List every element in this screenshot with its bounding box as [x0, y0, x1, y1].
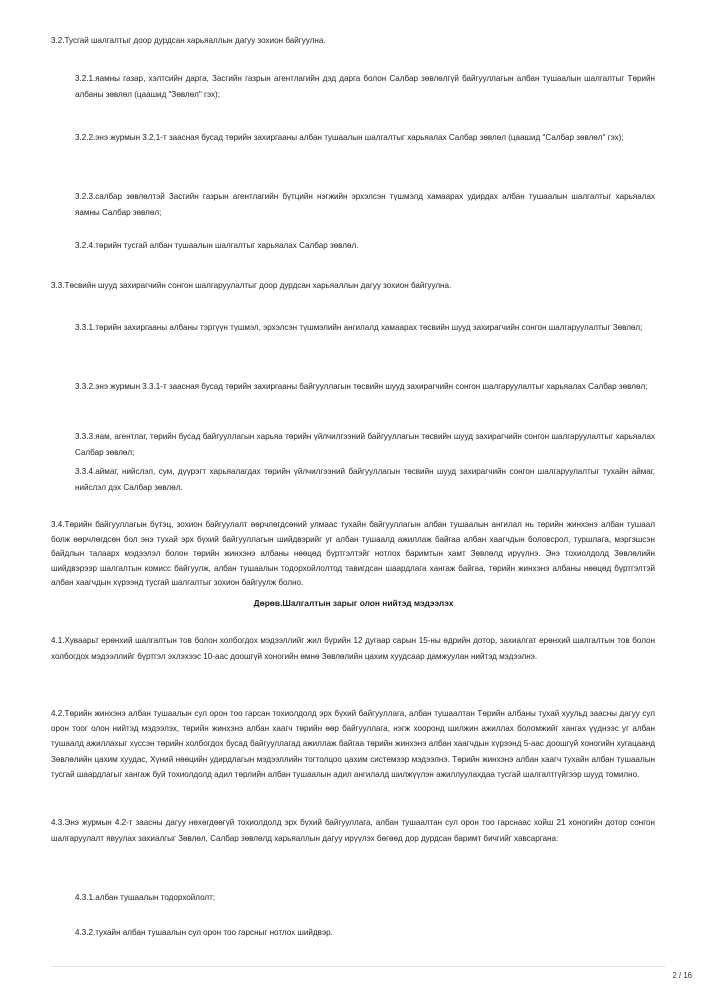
paragraph-3-2-2: 3.2.2.энэ журмын 3.2.1-т заасная бусад төрийн захиргааны албан тушаалын шалгалтыг харьяалах Салбар зөвлөл (цаашид "Салбар зөвлөл" гэх);: [75, 133, 624, 142]
paragraph-3-3: 3.3.Төсвийн шууд захирагчийн сонгон шалгаруулалтыг доор дурдсан харьяаллын дагуу зохион байгуулна.: [51, 281, 452, 290]
page-indicator: 2 / 16: [672, 971, 692, 980]
paragraph-3-4: 3.4.Төрийн байгууллагын бүтэц, зохион байгуулалт өөрчлөгдсөний улмаас тухайн байгууллагын албан тушаалын ангилал нь төрийн жинхэнэ албан тушаал болж өөрчлөгдсөн бол энэ тухай эрх бүхий байгууллагын шийдвэрийг уг албан тушаалд ажиллаж байгаа албан хаагчдын боловсрол, туршлага, мэргэшсэн байдлын талаарх мэдээлэл болон төрийн жинхэнэ албаны нөөцөд бүртгэлтэйг нотлох баримтын хамт Зөвлөлд ирүүлнэ. Энэ тохиолдолд Зөвлөлийн шийдвэрээр шалгалтын комисс байгуулж, албан тушаалын тодорхойлолтод тавигдсан шаардлага хангаж байгаа, төрийн жинхэнэ албаны нөөцөд бүртгэлтэй албан хаагчдын хүрээнд тусгай шалгалтыг зохион байгуулж болно.: [51, 520, 655, 588]
paragraph-4-3-2: 4.3.2.тухайн албан тушаалын сул орон тоо гарсныг нотлох шийдвэр.: [75, 928, 333, 937]
paragraph-3-2-4: 3.2.4.төрийн тусгай албан тушаалын шалгалтыг харьяалах Салбар зөвлөл.: [75, 241, 359, 250]
paragraph-3-3-1: 3.3.1.төрийн захиргааны албаны тэргүүн түшмэл, эрхэлсэн түшмэлийн ангилалд хамаарах төсвийн шууд захирагчийн сонгон шалгаруулалтыг Зөвлөл;: [75, 323, 643, 332]
paragraph-3-3-4: 3.3.4.аймаг, нийслэл, сум, дүүрэгт харьяалагдах төрийн үйлчилгээний байгууллагын төсвийн шууд захирагчийн сонгон шалгаруулалтыг тухайн аймаг, нийслэл дэх Салбар зөвлөл.: [75, 467, 655, 492]
footer-divider: [51, 966, 665, 967]
paragraph-3-2: 3.2.Тусгай шалгалтыг доор дурдсан харьяаллын дагуу зохион байгуулна.: [51, 36, 326, 45]
paragraph-4-1: 4.1.Хуваарьт ерөнхий шалгалтын тов болон холбогдох мэдээллийг жил бүрийн 12 дугаар сарын 15-ны өдрийн дотор, захиалгат ерөнхий шалгалтын тов болон холбогдох мэдээллийг бүртгэл эхлэхээс 10-аас доошгүй хоногийн өмнө Зөвлөлийн цахим хуудсаар дамжуулан нийтэд мэдээлнэ.: [51, 636, 655, 661]
paragraph-3-3-2: 3.3.2.энэ журмын 3.3.1-т заасная бусад төрийн захиргааны байгууллагын төсвийн шууд захирагчийн сонгон шалгаруулалтыг харьяалах Салбар зөвлөл;: [75, 382, 648, 391]
paragraph-3-2-3: 3.2.3.салбар зөвлөлтэй Засгийн газрын агентлагийн бүтцийн нэгжийн эрхэлсэн түшмэлд хамаарах удирдах албан тушаалын шалгалтыг харьяалах яамны Салбар зөвлөл;: [75, 192, 655, 217]
paragraph-4-3-1: 4.3.1.албан тушаалын тодорхойлолт;: [75, 893, 216, 902]
paragraph-3-3-3: 3.3.3.яам, агентлаг, төрийн бусад байгууллагын харьяа төрийн үйлчилгээний байгууллагын төсвийн шууд захирагчийн сонгон шалгаруулалтыг харьяалах Салбар зөвлөл;: [75, 432, 655, 457]
section-heading: Дөрөв.Шалгалтын зарыг олон нийтэд мэдээлэх: [253, 598, 454, 608]
paragraph-4-2: 4.2.Төрийн жинхэнэ албан тушаалын сул орон тоо гарсан тохиолдолд эрх бүхий байгууллага, албан тушаалтан Төрийн албаны тухай хуульд заасны дагуу сул орон тоог олон нийтэд мэдээлэх, төрийн жинхэнэ албан хаагч төрийн өөр байгууллага, нэгж хооронд шилжин ажиллах боломжийг хангах үүднээс уг албан тушаалд ажиллахыг хүссэн төрийн холбогдох бусад байгууллагад ажиллаж байгаа төрийн жинхэнэ албан хаагчдын хүрээнд 5-аас доошгүй хоногийн хугацаанд Зөвлөлийн цахим хуудас, Хүний нөөцийн удирдлагын мэдээллийн тогтолцоо цахим системээр мэдээлнэ. Төрийн жинхэнэ албан хаагч тухайн албан тушаалын тусгай шаардлагыг хангаж буй тохиолдолд адил төрлийн албан тушаалын адил ангилалд шилжүүлэн ажиллуулахдаа тусгай шалгалтгүйгээр шууд томилно.: [51, 709, 655, 779]
paragraph-4-3: 4.3.Энэ журмын 4.2-т заасны дагуу нөхөгдөөгүй тохиолдолд эрх бүхий байгууллага, албан тушаалтан сул орон тоо гарснаас хойш 21 хоногийн дотор сонгон шалгаруулалт явуулах захиалгыг Зөвлөл, Салбар зөвлөлд харьяаллын дагуу ирүүлэх бөгөөд дор дурдсан баримт бичгийг хавсаргана:: [51, 818, 655, 843]
paragraph-3-2-1: 3.2.1.яамны газар, хэлтсийн дарга, Засгийн газрын агентлагийн дэд дарга болон Салбар зөвлөлгүй байгууллагын албан тушаалын шалгалтыг Төрийн албаны зөвлөл (цаашид "Зөвлөл" гэх);: [75, 74, 655, 99]
